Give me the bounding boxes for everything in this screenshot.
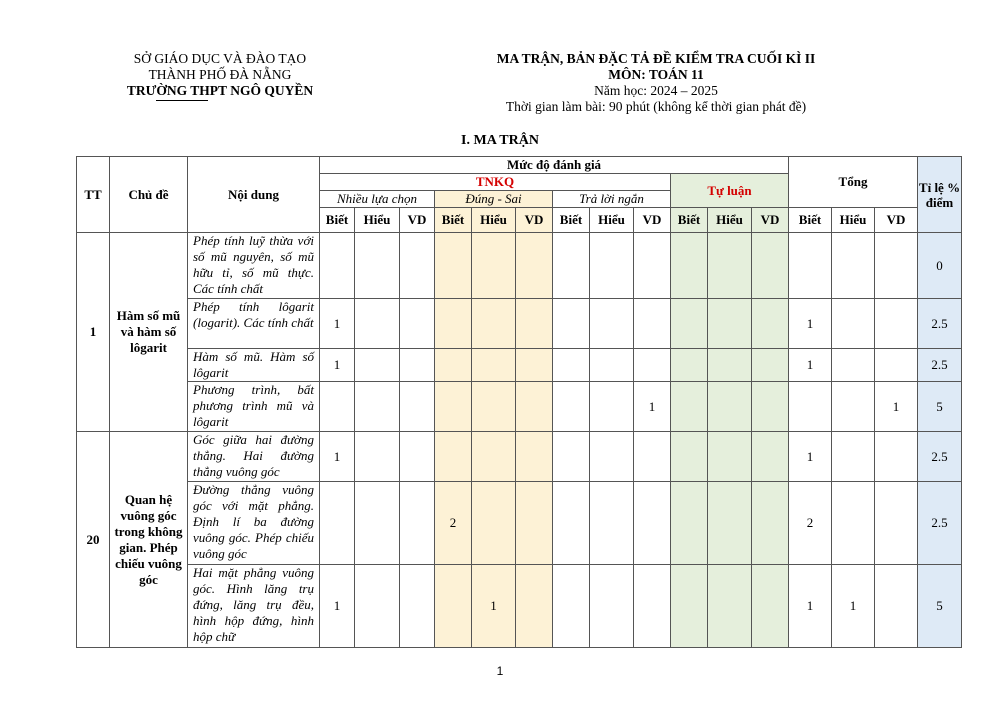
count-cell: 1 <box>875 382 918 432</box>
header-level-hieu: Hiểu <box>832 208 875 233</box>
count-cell: 2 <box>789 482 832 565</box>
count-cell <box>400 233 435 299</box>
content-description: Đường thẳng vuông góc với mặt phẳng. Định lí ba đường vuông góc. Phép chiếu vuông góc <box>188 482 320 565</box>
header-level-hieu: Hiểu <box>355 208 400 233</box>
count-cell <box>400 382 435 432</box>
count-cell: 1 <box>634 382 671 432</box>
count-cell <box>634 299 671 349</box>
count-cell <box>634 432 671 482</box>
section-title: I. MA TRẬN <box>461 133 539 148</box>
count-cell <box>752 382 789 432</box>
percent-cell: 5 <box>918 565 962 648</box>
count-cell <box>553 233 590 299</box>
count-cell <box>472 432 516 482</box>
content-description: Phép tính lôgarit (logarit). Các tính chất <box>188 299 320 349</box>
count-cell <box>875 432 918 482</box>
count-cell <box>671 299 708 349</box>
city-name: THÀNH PHỐ ĐÀ NẴNG <box>148 67 292 82</box>
count-cell <box>320 482 355 565</box>
content-description: Hàm số mũ. Hàm số lôgarit <box>188 349 320 382</box>
count-cell <box>752 349 789 382</box>
count-cell <box>789 382 832 432</box>
table-row <box>77 299 962 349</box>
header-left <box>100 51 340 101</box>
count-cell <box>708 565 752 648</box>
subject-name: MÔN: TOÁN 11 <box>608 67 704 82</box>
count-cell <box>553 432 590 482</box>
header-tong: Tổng <box>789 157 918 208</box>
count-cell <box>435 565 472 648</box>
count-cell <box>590 299 634 349</box>
count-cell <box>435 233 472 299</box>
count-cell: 1 <box>789 432 832 482</box>
count-cell <box>634 349 671 382</box>
header-level-biet: Biết <box>789 208 832 233</box>
count-cell <box>553 482 590 565</box>
topic-number: 20 <box>77 432 110 648</box>
count-cell <box>516 349 553 382</box>
count-cell <box>634 233 671 299</box>
count-cell <box>832 482 875 565</box>
count-cell: 1 <box>320 349 355 382</box>
count-cell <box>671 382 708 432</box>
count-cell: 1 <box>320 565 355 648</box>
count-cell <box>516 299 553 349</box>
content-description: Hai mặt phẳng vuông góc. Hình lăng trụ đứng, lăng trụ đều, hình hộp đứng, hình hộp chữ <box>188 565 320 648</box>
count-cell <box>875 565 918 648</box>
header-level-hieu: Hiểu <box>472 208 516 233</box>
count-cell <box>516 382 553 432</box>
count-cell <box>472 233 516 299</box>
count-cell <box>355 233 400 299</box>
header-level-biet: Biết <box>320 208 355 233</box>
count-cell <box>472 349 516 382</box>
percent-cell: 2.5 <box>918 349 962 382</box>
header-tuluan: Tự luận <box>671 174 789 208</box>
count-cell <box>832 349 875 382</box>
count-cell <box>355 382 400 432</box>
count-cell: 1 <box>789 565 832 648</box>
count-cell <box>671 349 708 382</box>
count-cell <box>320 382 355 432</box>
topic-name: Quan hệ vuông góc trong không gian. Phép chiếu vuông góc <box>110 432 188 648</box>
count-cell <box>590 482 634 565</box>
count-cell <box>590 233 634 299</box>
header-level-biet: Biết <box>553 208 590 233</box>
header-chude: Chủ đề <box>110 157 188 233</box>
topic-number: 1 <box>77 233 110 432</box>
count-cell <box>516 233 553 299</box>
header-nhieu-lua-chon: Nhiều lựa chọn <box>320 191 435 208</box>
content-description: Phương trình, bất phương trình mũ và lôgarit <box>188 382 320 432</box>
count-cell <box>708 349 752 382</box>
table-row <box>77 432 962 482</box>
header-tnkq: TNKQ <box>320 174 671 191</box>
header-tra-loi-ngan: Trả lời ngắn <box>553 191 671 208</box>
matrix-table <box>76 156 962 648</box>
count-cell: 1 <box>320 432 355 482</box>
count-cell <box>590 565 634 648</box>
count-cell <box>435 382 472 432</box>
count-cell <box>400 432 435 482</box>
count-cell <box>355 432 400 482</box>
count-cell <box>590 432 634 482</box>
count-cell <box>435 432 472 482</box>
percent-cell: 5 <box>918 382 962 432</box>
count-cell <box>400 299 435 349</box>
count-cell: 1 <box>320 299 355 349</box>
count-cell <box>516 432 553 482</box>
header-level-vd: VD <box>516 208 553 233</box>
school-name: TRƯỜNG THPT NGÔ QUYỀN <box>126 83 314 98</box>
header-rule <box>156 100 208 101</box>
count-cell <box>400 349 435 382</box>
count-cell <box>752 432 789 482</box>
count-cell: 1 <box>832 565 875 648</box>
count-cell <box>875 233 918 299</box>
count-cell <box>752 299 789 349</box>
count-cell <box>400 565 435 648</box>
count-cell <box>875 482 918 565</box>
count-cell <box>832 299 875 349</box>
header-level-biet: Biết <box>671 208 708 233</box>
header-level-vd: VD <box>875 208 918 233</box>
count-cell <box>472 382 516 432</box>
count-cell <box>435 349 472 382</box>
count-cell <box>875 349 918 382</box>
percent-cell: 0 <box>918 233 962 299</box>
count-cell <box>355 299 400 349</box>
count-cell <box>553 382 590 432</box>
count-cell <box>634 482 671 565</box>
table-row <box>77 565 962 648</box>
count-cell <box>671 482 708 565</box>
count-cell <box>671 432 708 482</box>
count-cell: 2 <box>435 482 472 565</box>
count-cell <box>832 432 875 482</box>
content-description: Góc giữa hai đường thẳng. Hai đường thẳng vuông góc <box>188 432 320 482</box>
count-cell <box>400 482 435 565</box>
page-number: 1 <box>496 664 504 678</box>
count-cell <box>355 349 400 382</box>
count-cell <box>708 299 752 349</box>
count-cell <box>553 349 590 382</box>
count-cell <box>590 382 634 432</box>
document-title: MA TRẬN, BẢN ĐẶC TẢ ĐỀ KIỂM TRA CUỐI KÌ II <box>496 51 816 66</box>
count-cell <box>435 299 472 349</box>
header-dung-sai: Đúng - Sai <box>435 191 553 208</box>
header-tile: Tỉ lệ % điểm <box>918 157 962 233</box>
count-cell <box>472 299 516 349</box>
table-row <box>77 482 962 565</box>
header-level-vd: VD <box>752 208 789 233</box>
count-cell: 1 <box>789 299 832 349</box>
count-cell <box>708 382 752 432</box>
header-level-vd: VD <box>634 208 671 233</box>
header-tt: TT <box>77 157 110 233</box>
count-cell <box>875 299 918 349</box>
header-level-hieu: Hiểu <box>590 208 634 233</box>
header-noidung: Nội dung <box>188 157 320 233</box>
count-cell <box>320 233 355 299</box>
count-cell <box>671 565 708 648</box>
table-row <box>77 233 962 299</box>
count-cell <box>752 565 789 648</box>
count-cell <box>355 565 400 648</box>
count-cell <box>355 482 400 565</box>
header-level-hieu: Hiểu <box>708 208 752 233</box>
count-cell <box>671 233 708 299</box>
department-name: SỞ GIÁO DỤC VÀ ĐÀO TẠO <box>133 51 307 66</box>
school-year: Năm học: 2024 – 2025 <box>594 83 718 98</box>
content-description: Phép tính luỹ thừa với số mũ nguyên, số mũ hữu tỉ, số mũ thực. Các tính chất <box>188 233 320 299</box>
count-cell <box>752 482 789 565</box>
table-row <box>77 382 962 432</box>
count-cell <box>708 482 752 565</box>
count-cell: 1 <box>472 565 516 648</box>
count-cell <box>789 233 832 299</box>
topic-name: Hàm số mũ và hàm số lôgarit <box>110 233 188 432</box>
count-cell <box>634 565 671 648</box>
count-cell <box>553 299 590 349</box>
count-cell <box>516 482 553 565</box>
header-mucdo: Mức độ đánh giá <box>320 157 789 174</box>
count-cell <box>832 382 875 432</box>
header-level-vd: VD <box>400 208 435 233</box>
count-cell <box>752 233 789 299</box>
percent-cell: 2.5 <box>918 299 962 349</box>
count-cell <box>590 349 634 382</box>
count-cell <box>832 233 875 299</box>
count-cell <box>516 565 553 648</box>
header-right <box>470 51 842 115</box>
count-cell <box>472 482 516 565</box>
percent-cell: 2.5 <box>918 432 962 482</box>
percent-cell: 2.5 <box>918 482 962 565</box>
count-cell <box>708 432 752 482</box>
count-cell <box>553 565 590 648</box>
exam-duration: Thời gian làm bài: 90 phút (không kể thời gian phát đề) <box>505 99 807 114</box>
header-level-biet: Biết <box>435 208 472 233</box>
table-row <box>77 349 962 382</box>
count-cell: 1 <box>789 349 832 382</box>
count-cell <box>708 233 752 299</box>
